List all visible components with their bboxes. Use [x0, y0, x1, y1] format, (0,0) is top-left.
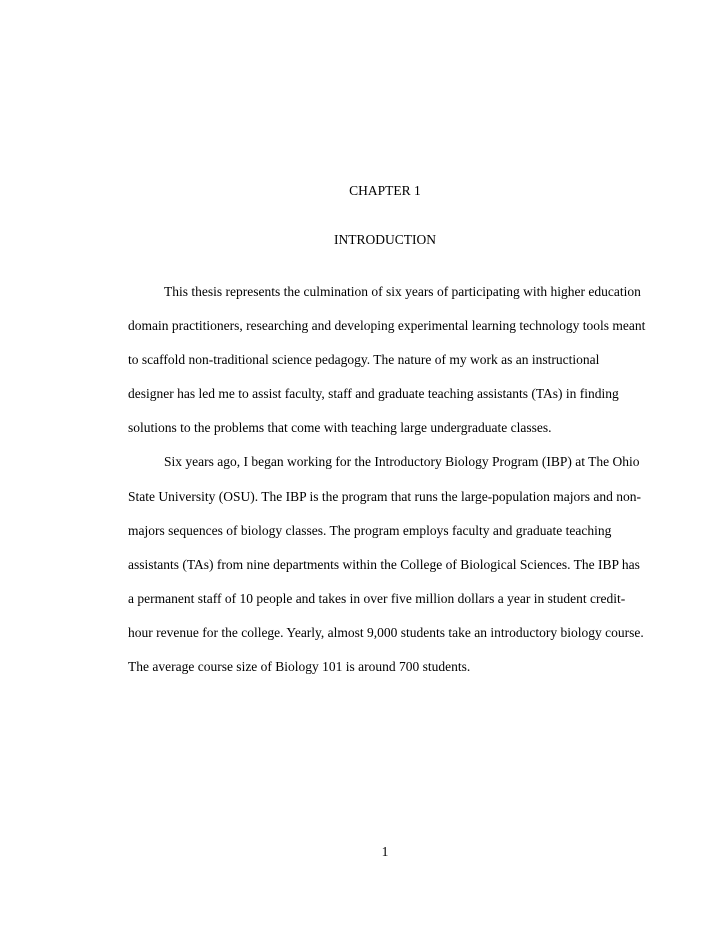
- chapter-number-heading: CHAPTER 1: [349, 183, 421, 198]
- page-number: 1: [381, 844, 389, 859]
- chapter-title-heading: INTRODUCTION: [334, 232, 436, 247]
- paragraph-1: This thesis represents the culmination of six years of participating with higher education domain practitioners, researching and developing experimental learning technology tools meant to scaffold non-traditional science pedagogy. The nature of my work as an instructional designer has led me to assist faculty, staff and graduate teaching assistants (TAs) in finding solutions to the problems that come with teaching large undergraduate classes.: [128, 284, 646, 436]
- paragraph-2: Six years ago, I began working for the Introductory Biology Program (IBP) at The Ohio State University (OSU). The IBP is the program that runs the large-population majors and non-majors sequences of biology classes. The program employs faculty and graduate teaching assistants (TAs) from nine departments within the College of Biological Sciences. The IBP has a permanent staff of 10 people and takes in over five million dollars a year in student credit-hour revenue for the college. Yearly, almost 9,000 students take an introductory biology course. The average course size of Biology 101 is around 700 students.: [128, 454, 644, 675]
- body-text: [128, 275, 648, 684]
